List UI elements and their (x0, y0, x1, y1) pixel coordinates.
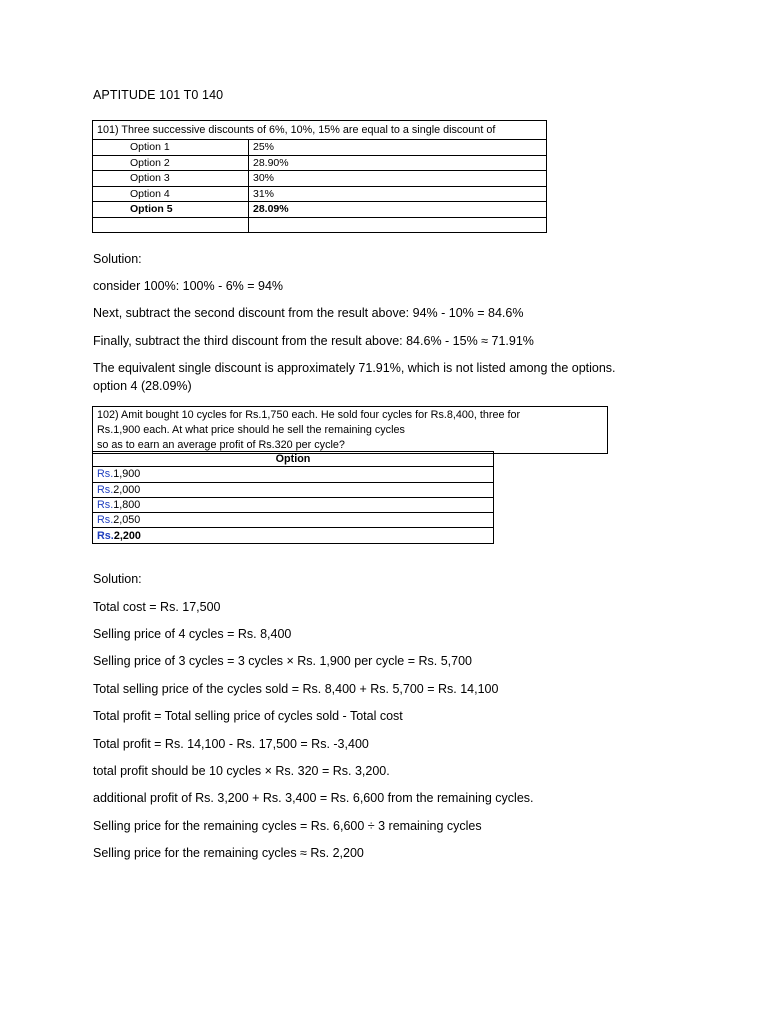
q102-solution-line: Total selling price of the cycles sold = Rs. 8,400 + Rs. 5,700 = Rs. 14,100 (93, 682, 499, 696)
q102-solution-heading: Solution: (93, 572, 142, 586)
q102-solution-line: Total profit = Total selling price of cycles sold - Total cost (93, 709, 403, 723)
q102-option (93, 528, 494, 543)
q102-option-row (93, 497, 494, 512)
q101-option-row (93, 155, 547, 171)
q101-option-value: 30% (249, 171, 547, 187)
q102-solution-line: Selling price of 3 cycles = 3 cycles × Rs. 1,900 per cycle = Rs. 5,700 (93, 654, 473, 668)
q102-solution-line: Total profit = Rs. 14,100 - Rs. 17,500 = Rs. -3,400 (93, 737, 369, 751)
q101-option-label: Option 1 (93, 140, 249, 156)
q101-solution-line: Next, subtract the second discount from the result above: 94% - 10% = 84.6% (93, 306, 524, 320)
currency-prefix: Rs. (97, 483, 114, 496)
q102-question-line: Rs.1,900 each. At what price should he sell the remaining cycles (97, 423, 405, 436)
q101-option-value: 25% (249, 140, 547, 156)
q101-solution-line: Finally, subtract the third discount from the result above: 84.6% - 15% ≈ 71.91% (93, 334, 534, 348)
currency-prefix: Rs. (97, 468, 114, 481)
q101-option-value: 28.09% (249, 202, 547, 218)
currency-prefix: Rs. (97, 529, 114, 542)
q102-solution-line: additional profit of Rs. 3,200 + Rs. 3,400 = Rs. 6,600 from the remaining cycles. (93, 791, 534, 805)
option-amount: 2,050 (113, 514, 141, 527)
q102-option (93, 497, 494, 512)
q102-solution-line: Selling price for the remaining cycles = Rs. 6,600 ÷ 3 remaining cycles (93, 819, 482, 833)
q101-option-label: Option 4 (93, 186, 249, 202)
q102-solution-line: total profit should be 10 cycles × Rs. 320 = Rs. 3,200. (93, 764, 390, 778)
option-amount: 1,800 (113, 499, 141, 512)
q101-question: 101) Three successive discounts of 6%, 10%, 15% are equal to a single discount of (93, 121, 547, 140)
q102-options-table (92, 451, 494, 544)
q101-option-label: Option 3 (93, 171, 249, 187)
q101-empty-row (93, 217, 547, 232)
empty-cell (249, 217, 547, 232)
q102-answer-row (93, 528, 494, 543)
q102-option-header: Option (93, 452, 494, 467)
currency-prefix: Rs. (97, 499, 114, 512)
q102-option-row (93, 482, 494, 497)
empty-cell (93, 217, 249, 232)
q102-question-box (92, 406, 608, 454)
option-amount: 2,200 (113, 529, 141, 542)
currency-prefix: Rs. (97, 514, 114, 527)
q101-option-value: 28.90% (249, 155, 547, 171)
q101-option-row (93, 171, 547, 187)
q102-option-row (93, 513, 494, 528)
q102-question-line: 102) Amit bought 10 cycles for Rs.1,750 each. He sold four cycles for Rs.8,400, three for (97, 409, 521, 421)
q102-question-line: so as to earn an average profit of Rs.320 per cycle? (97, 438, 345, 451)
q101-option-label: Option 2 (93, 155, 249, 171)
q102-solution-line: Total cost = Rs. 17,500 (93, 600, 221, 614)
q101-option-row (93, 140, 547, 156)
q101-option-value: 31% (249, 186, 547, 202)
document-title: APTITUDE 101 T0 140 (93, 88, 224, 102)
q102-solution-line: Selling price for the remaining cycles ≈ Rs. 2,200 (93, 846, 364, 860)
q101-option-label: Option 5 (93, 202, 249, 218)
q101-solution-line: consider 100%: 100% - 6% = 94% (93, 279, 284, 293)
q102-option-row (93, 467, 494, 482)
q102-option (93, 482, 494, 497)
q101-solution-heading: Solution: (93, 252, 142, 266)
option-amount: 2,000 (113, 483, 141, 496)
option-amount: 1,900 (113, 468, 141, 481)
q102-option (93, 513, 494, 528)
q102-option (93, 467, 494, 482)
q101-solution-line: option 4 (28.09%) (93, 379, 192, 393)
q101-table (92, 120, 547, 233)
q101-answer-row (93, 202, 547, 218)
q101-option-row (93, 186, 547, 202)
q102-solution-line: Selling price of 4 cycles = Rs. 8,400 (93, 627, 292, 641)
q101-solution-line: The equivalent single discount is approximately 71.91%, which is not listed among the options. (93, 361, 616, 375)
